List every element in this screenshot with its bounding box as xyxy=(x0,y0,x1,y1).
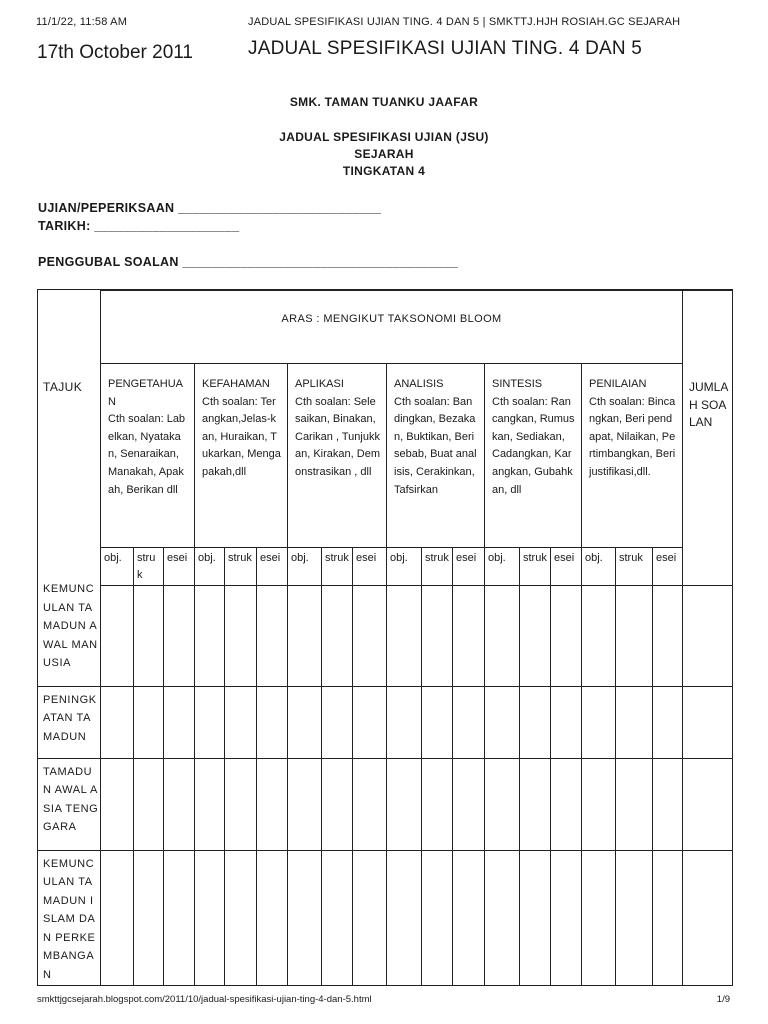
tajuk-column xyxy=(37,290,101,577)
post-title: JADUAL SPESIFIKASI UJIAN TING. 4 DAN 5 xyxy=(248,38,643,59)
subcol-obj: obj. xyxy=(101,548,134,586)
subcol-struk: struk xyxy=(616,548,653,586)
exam-field: UJIAN/PEPERIKSAAN ____________________________ xyxy=(38,201,382,215)
document-heading: JADUAL SPESIFIKASI UJIAN (JSU) xyxy=(279,130,489,144)
subcol-struk: struk xyxy=(134,548,164,586)
subcol-esei: esei xyxy=(551,548,582,586)
jsu-topic-table xyxy=(37,576,733,986)
table-row xyxy=(38,576,733,686)
topic-cell: KEMUNCULAN TAMADUN ISLAM DAN PERKEMBANGAN xyxy=(38,850,101,985)
subcol-struk: struk xyxy=(225,548,257,586)
subcol-obj: obj. xyxy=(582,548,616,586)
school-name: SMK. TAMAN TUANKU JAAFAR xyxy=(289,95,479,109)
level-aplikasi: APLIKASI Cth soalan: Selesaikan, Binakan,Carikan , Tunjukkan, Kirakan, Demonstrasikan , dll xyxy=(288,364,387,548)
print-timestamp: 11/1/22, 11:58 AM xyxy=(36,16,128,28)
subcol-struk: struk xyxy=(422,548,453,586)
level-kefahaman: KEFAHAMAN Cth soalan: Terangkan,Jelas-kan, Huraikan, Tukarkan, Mengapakah,dll xyxy=(195,364,288,548)
level-penilaian: PENILAIAN Cth soalan: Bincangkan, Beri pendapat, Nilaikan, Pertimbangkan, Beri justifikasi,dll. xyxy=(582,364,683,548)
jumlah-soalan-header: JUMLAH SOALAN xyxy=(683,291,733,586)
table-row xyxy=(38,758,733,850)
aras-header: ARAS : MENGIKUT TAKSONOMI BLOOM xyxy=(101,291,683,364)
topic-cell: KEMUNCULAN TAMADUN AWAL MANUSIA xyxy=(38,576,101,686)
level-sintesis: SINTESIS Cth soalan: Rancangkan, Rumuskan, Sediakan, Cadangkan, Karangkan, Gubahkan, dll xyxy=(485,364,582,548)
level-analisis: ANALISIS Cth soalan: Bandingkan, Bezakan, Buktikan, Beri sebab, Buat analisis, Cerakinkan, Tafsirkan xyxy=(387,364,485,548)
subcol-obj: obj. xyxy=(288,548,322,586)
form-level: TINGKATAN 4 xyxy=(342,164,426,178)
subcol-esei: esei xyxy=(257,548,288,586)
table-row xyxy=(38,686,733,758)
print-page-title: JADUAL SPESIFIKASI UJIAN TING. 4 DAN 5 | SMKTTJ.HJH ROSIAH.GC SEJARAH xyxy=(248,16,681,28)
subcol-esei: esei xyxy=(453,548,485,586)
subcol-struk: struk xyxy=(520,548,551,586)
table-row xyxy=(38,850,733,985)
subcol-obj: obj. xyxy=(387,548,422,586)
level-pengetahuan: PENGETAHUAN Cth soalan: Labelkan, Nyatakan, Senaraikan, Manakah, Apakah, Berikan dll xyxy=(101,364,195,548)
jsu-header-table xyxy=(100,290,733,586)
subcol-esei: esei xyxy=(653,548,683,586)
subcol-obj: obj. xyxy=(195,548,225,586)
subcol-esei: esei xyxy=(353,548,387,586)
subcol-obj: obj. xyxy=(485,548,520,586)
subject: SEJARAH xyxy=(354,147,414,161)
subcol-struk: struk xyxy=(322,548,353,586)
subcol-esei: esei xyxy=(164,548,195,586)
topic-cell: PENINGKATAN TAMADUN xyxy=(38,686,101,758)
tajuk-label: TAJUK xyxy=(43,380,83,394)
print-page-number: 1/9 xyxy=(716,994,730,1005)
topic-cell: TAMADUN AWAL ASIA TENGGARA xyxy=(38,758,101,850)
post-date: 17th October 2011 xyxy=(37,42,193,63)
date-field: TARIKH: ____________________ xyxy=(38,219,240,233)
setter-field: PENGGUBAL SOALAN ______________________________________ xyxy=(38,255,459,269)
print-url: smkttjgcsejarah.blogspot.com/2011/10/jadual-spesifikasi-ujian-ting-4-dan-5.html xyxy=(37,994,372,1005)
